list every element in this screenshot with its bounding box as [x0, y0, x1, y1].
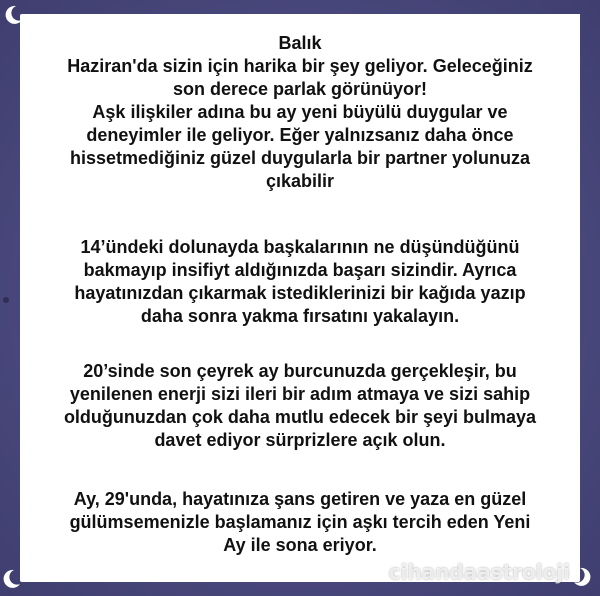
paragraph-1: Haziran'da sizin için harika bir şey geliyor. Geleceğiniz son derece parlak görünüyor! Aşk ilişkiler adına bu ay yeni büyülü duygular ve deneyimler ile geliyor. Eğer yalnızsanız daha önce hissetmediğiniz güzel duygularla bir partner yolunuza çıkabilir	[67, 56, 533, 191]
paragraph-4: Ay, 29'unda, hayatınıza şans getiren ve yaza en güzel gülümsemenizle başlamanız için aşkı tercih eden Yeni Ay ile sona eriyor.	[69, 489, 531, 555]
paragraph-2: 14’ündeki dolunayda başkalarının ne düşündüğünü bakmayıp insifiyt aldığınızda başarı sizindir. Ayrıca hayatınızdan çıkarmak istediklerinizi bir kağıda yazıp daha sonra yakma fırsatını yakalayın.	[74, 237, 526, 326]
watermark: cihandaastroloji	[388, 560, 570, 584]
decorative-dot	[3, 297, 9, 303]
text-card	[20, 14, 580, 582]
paragraph-3: 20’sinde son çeyrek ay burcunuzda gerçekleşir, bu yenilenen enerji sizi ileri bir adım atmaya ve sizi sahip olduğunuzdan çok daha mutlu edecek bir şeyi bulmaya davet ediyor sürprizlere açık olun.	[63, 361, 537, 450]
crescent-moon-icon	[0, 568, 22, 590]
page-title: Balık	[278, 33, 322, 53]
